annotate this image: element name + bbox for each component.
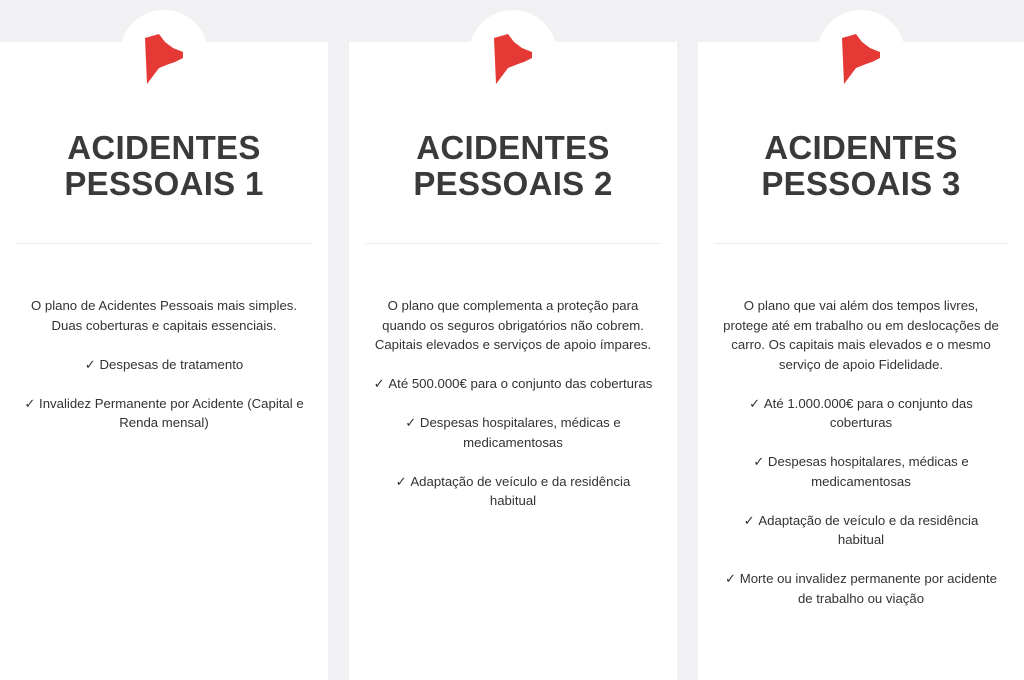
plan-feature: ✓ Morte ou invalidez permanente por acidente de trabalho ou viação bbox=[720, 569, 1002, 608]
plan-title bbox=[349, 130, 677, 202]
plan-title-line1: ACIDENTES bbox=[416, 129, 610, 166]
plan-feature: ✓ Até 500.000€ para o conjunto das coberturas bbox=[371, 374, 655, 394]
plan-card-3[interactable] bbox=[698, 42, 1024, 680]
plan-title-line1: ACIDENTES bbox=[764, 129, 958, 166]
plan-description: O plano que vai além dos tempos livres, protege até em trabalho ou em deslocações de carro. Os capitais mais elevados e o mesmo serviço de apoio Fidelidade. bbox=[723, 298, 999, 372]
plan-title-line2: PESSOAIS 1 bbox=[64, 165, 264, 202]
red-dog-flag-icon bbox=[840, 34, 882, 86]
divider bbox=[714, 243, 1008, 244]
plan-description: O plano de Acidentes Pessoais mais simples. Duas coberturas e capitais essenciais. bbox=[30, 298, 298, 333]
plan-feature: ✓ Despesas de tratamento bbox=[22, 355, 306, 375]
plan-feature: ✓ Adaptação de veículo e da residência habitual bbox=[720, 511, 1002, 550]
plan-feature: ✓ Despesas hospitalares, médicas e medicamentosas bbox=[720, 452, 1002, 491]
plan-card-2[interactable] bbox=[349, 42, 677, 680]
plan-body bbox=[720, 296, 1002, 628]
plan-body bbox=[22, 296, 306, 452]
plan-title-line1: ACIDENTES bbox=[67, 129, 261, 166]
plan-title bbox=[0, 130, 328, 202]
plan-title-line2: PESSOAIS 3 bbox=[761, 165, 961, 202]
divider bbox=[16, 243, 312, 244]
plan-description: O plano que complementa a proteção para quando os seguros obrigatórios não cobrem. Capitais elevados e serviços de apoio ímpares. bbox=[374, 298, 652, 352]
plan-title-line2: PESSOAIS 2 bbox=[413, 165, 613, 202]
red-dog-flag-icon bbox=[492, 34, 534, 86]
plan-title bbox=[698, 130, 1024, 202]
plan-feature: ✓ Adaptação de veículo e da residência habitual bbox=[371, 472, 655, 511]
plan-feature: ✓ Até 1.000.000€ para o conjunto das coberturas bbox=[720, 394, 1002, 433]
plan-feature: ✓ Invalidez Permanente por Acidente (Capital e Renda mensal) bbox=[22, 394, 306, 433]
red-dog-flag-icon bbox=[143, 34, 185, 86]
plan-feature: ✓ Despesas hospitalares, médicas e medicamentosas bbox=[371, 413, 655, 452]
plan-body bbox=[371, 296, 655, 530]
plan-card-1[interactable] bbox=[0, 42, 328, 680]
divider bbox=[365, 243, 661, 244]
